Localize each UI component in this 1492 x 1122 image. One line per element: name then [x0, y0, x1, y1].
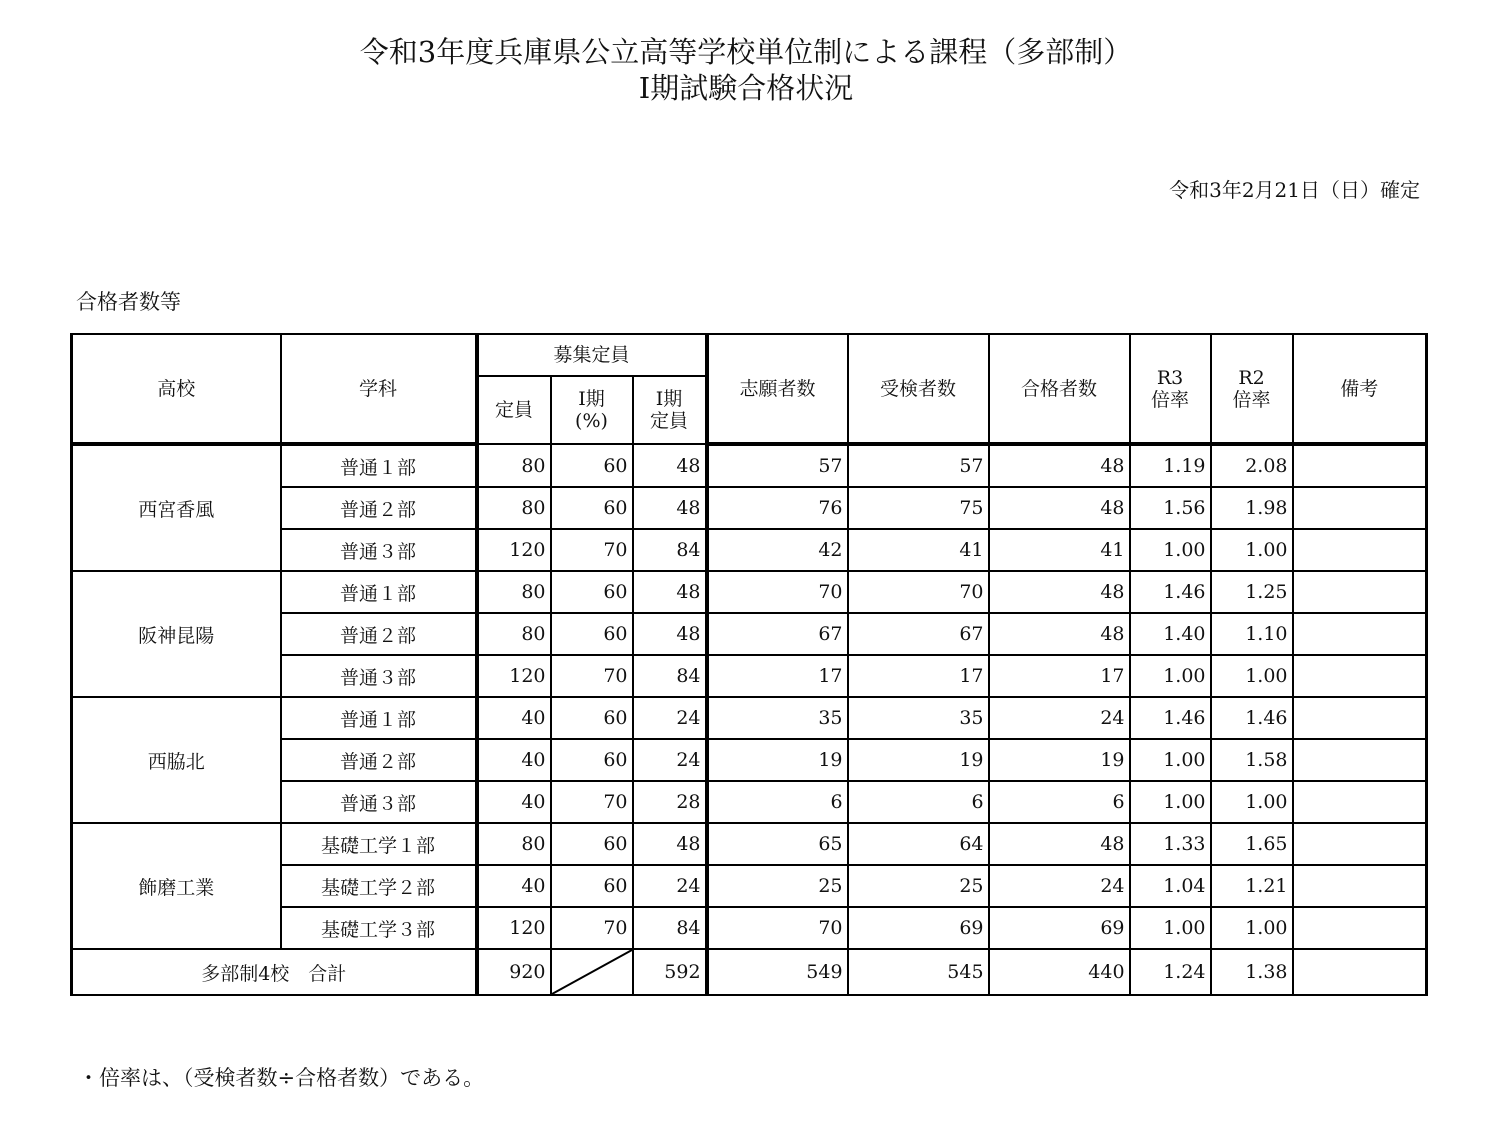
r3-ratio-cell: 1.33	[1130, 823, 1211, 865]
phase1-cap-cell: 84	[633, 655, 707, 697]
total-r2: 1.38	[1211, 949, 1293, 995]
header-recruit: 募集定員	[477, 334, 707, 376]
phase1-pct-cell: 60	[551, 487, 633, 529]
phase1-pct-cell: 60	[551, 444, 633, 487]
applicants-cell: 17	[707, 655, 848, 697]
applicants-cell: 25	[707, 865, 848, 907]
r2-ratio-cell: 1.00	[1211, 907, 1293, 949]
total-passed: 440	[989, 949, 1130, 995]
r2-ratio-cell: 1.21	[1211, 865, 1293, 907]
header-r3-line1: R3	[1156, 366, 1184, 389]
capacity-cell: 40	[477, 697, 551, 739]
capacity-cell: 80	[477, 571, 551, 613]
examinees-cell: 67	[848, 613, 989, 655]
header-r2-ratio	[1211, 334, 1293, 444]
remarks-cell	[1293, 444, 1427, 487]
section-label: 合格者数等	[76, 290, 181, 314]
r3-ratio-cell: 1.00	[1130, 781, 1211, 823]
header-phase1-cap	[633, 376, 707, 444]
course-cell: 基礎工学１部	[281, 823, 477, 865]
r2-ratio-cell: 1.46	[1211, 697, 1293, 739]
phase1-pct-cell: 60	[551, 571, 633, 613]
header-phase1-cap-line1: Ⅰ期	[655, 388, 683, 410]
r3-ratio-cell: 1.46	[1130, 697, 1211, 739]
examinees-cell: 6	[848, 781, 989, 823]
diagonal-slash-icon	[552, 950, 632, 994]
total-row	[72, 949, 1427, 995]
phase1-pct-cell: 60	[551, 697, 633, 739]
course-cell: 普通１部	[281, 444, 477, 487]
r3-ratio-cell: 1.00	[1130, 529, 1211, 571]
remarks-cell	[1293, 529, 1427, 571]
remarks-cell	[1293, 613, 1427, 655]
passed-cell: 24	[989, 865, 1130, 907]
phase1-cap-cell: 48	[633, 613, 707, 655]
course-cell: 普通３部	[281, 529, 477, 571]
total-phase1: 592	[633, 949, 707, 995]
total-r3: 1.24	[1130, 949, 1211, 995]
remarks-cell	[1293, 571, 1427, 613]
phase1-cap-cell: 84	[633, 907, 707, 949]
phase1-pct-cell: 60	[551, 865, 633, 907]
r3-ratio-cell: 1.40	[1130, 613, 1211, 655]
phase1-cap-cell: 28	[633, 781, 707, 823]
r3-ratio-cell: 1.00	[1130, 655, 1211, 697]
r2-ratio-cell: 1.00	[1211, 655, 1293, 697]
course-cell: 普通３部	[281, 781, 477, 823]
applicants-cell: 19	[707, 739, 848, 781]
header-school: 高校	[72, 334, 281, 444]
passed-cell: 17	[989, 655, 1130, 697]
phase1-cap-cell: 84	[633, 529, 707, 571]
phase1-pct-cell: 70	[551, 781, 633, 823]
passed-cell: 6	[989, 781, 1130, 823]
capacity-cell: 40	[477, 781, 551, 823]
examinees-cell: 19	[848, 739, 989, 781]
applicants-cell: 42	[707, 529, 848, 571]
passed-cell: 48	[989, 571, 1130, 613]
phase1-pct-cell: 60	[551, 823, 633, 865]
phase1-pct-cell: 70	[551, 907, 633, 949]
passed-cell: 48	[989, 823, 1130, 865]
document-title	[0, 34, 1492, 106]
phase1-cap-cell: 24	[633, 865, 707, 907]
passed-cell: 19	[989, 739, 1130, 781]
applicants-cell: 35	[707, 697, 848, 739]
table-row	[72, 571, 1427, 613]
total-pct-slash	[551, 949, 633, 995]
phase1-pct-cell: 70	[551, 529, 633, 571]
header-phase1-pct-line2: (%)	[575, 410, 608, 432]
phase1-cap-cell: 48	[633, 487, 707, 529]
remarks-cell	[1293, 781, 1427, 823]
phase1-cap-cell: 48	[633, 823, 707, 865]
results-table	[70, 333, 1428, 996]
ratio-note: ・倍率は、（受検者数÷合格者数）である。	[78, 1066, 485, 1090]
school-name-cell: 西宮香風	[72, 444, 281, 571]
remarks-cell	[1293, 487, 1427, 529]
r2-ratio-cell: 1.65	[1211, 823, 1293, 865]
applicants-cell: 70	[707, 571, 848, 613]
capacity-cell: 40	[477, 865, 551, 907]
phase1-cap-cell: 48	[633, 444, 707, 487]
r3-ratio-cell: 1.04	[1130, 865, 1211, 907]
total-applicants: 549	[707, 949, 848, 995]
capacity-cell: 80	[477, 823, 551, 865]
total-capacity: 920	[477, 949, 551, 995]
r2-ratio-cell: 1.00	[1211, 529, 1293, 571]
header-examinees: 受検者数	[848, 334, 989, 444]
table-row	[72, 823, 1427, 865]
title-line-1: 令和3年度兵庫県公立高等学校単位制による課程（多部制）	[359, 35, 1133, 69]
r2-ratio-cell: 1.00	[1211, 781, 1293, 823]
passed-cell: 24	[989, 697, 1130, 739]
total-remarks	[1293, 949, 1427, 995]
table-row	[72, 697, 1427, 739]
header-phase1-pct	[551, 376, 633, 444]
examinees-cell: 35	[848, 697, 989, 739]
header-phase1-pct-line1: Ⅰ期	[578, 388, 605, 410]
header-r3-line2: 倍率	[1151, 388, 1190, 411]
r3-ratio-cell: 1.56	[1130, 487, 1211, 529]
applicants-cell: 65	[707, 823, 848, 865]
remarks-cell	[1293, 697, 1427, 739]
header-r2-line1: R2	[1238, 366, 1265, 389]
r3-ratio-cell: 1.00	[1130, 739, 1211, 781]
school-name-cell: 飾磨工業	[72, 823, 281, 949]
examinees-cell: 25	[848, 865, 989, 907]
capacity-cell: 40	[477, 739, 551, 781]
applicants-cell: 57	[707, 444, 848, 487]
course-cell: 基礎工学２部	[281, 865, 477, 907]
r3-ratio-cell: 1.46	[1130, 571, 1211, 613]
course-cell: 普通２部	[281, 613, 477, 655]
remarks-cell	[1293, 823, 1427, 865]
total-label: 多部制4校 合計	[72, 949, 477, 995]
r3-ratio-cell: 1.19	[1130, 444, 1211, 487]
capacity-cell: 120	[477, 529, 551, 571]
r2-ratio-cell: 1.58	[1211, 739, 1293, 781]
passed-cell: 48	[989, 613, 1130, 655]
r2-ratio-cell: 1.25	[1211, 571, 1293, 613]
title-line-2: Ⅰ期試験合格状況	[638, 71, 854, 105]
capacity-cell: 80	[477, 487, 551, 529]
capacity-cell: 120	[477, 907, 551, 949]
remarks-cell	[1293, 907, 1427, 949]
passed-cell: 69	[989, 907, 1130, 949]
phase1-cap-cell: 48	[633, 571, 707, 613]
school-name-cell: 西脇北	[72, 697, 281, 823]
remarks-cell	[1293, 865, 1427, 907]
header-passed: 合格者数	[989, 334, 1130, 444]
phase1-cap-cell: 24	[633, 697, 707, 739]
r2-ratio-cell: 2.08	[1211, 444, 1293, 487]
phase1-cap-cell: 24	[633, 739, 707, 781]
r3-ratio-cell: 1.00	[1130, 907, 1211, 949]
examinees-cell: 64	[848, 823, 989, 865]
phase1-pct-cell: 60	[551, 613, 633, 655]
remarks-cell	[1293, 655, 1427, 697]
examinees-cell: 41	[848, 529, 989, 571]
header-course: 学科	[281, 334, 477, 444]
header-r3-ratio	[1130, 334, 1211, 444]
header-remarks: 備考	[1293, 334, 1427, 444]
course-cell: 普通１部	[281, 697, 477, 739]
table-body	[72, 444, 1427, 949]
course-cell: 基礎工学３部	[281, 907, 477, 949]
course-cell: 普通１部	[281, 571, 477, 613]
examinees-cell: 17	[848, 655, 989, 697]
confirmed-date: 令和3年2月21日（日）確定	[1169, 178, 1420, 202]
header-capacity: 定員	[477, 376, 551, 444]
course-cell: 普通３部	[281, 655, 477, 697]
phase1-pct-cell: 70	[551, 655, 633, 697]
course-cell: 普通２部	[281, 739, 477, 781]
remarks-cell	[1293, 739, 1427, 781]
applicants-cell: 6	[707, 781, 848, 823]
passed-cell: 41	[989, 529, 1130, 571]
r2-ratio-cell: 1.10	[1211, 613, 1293, 655]
examinees-cell: 57	[848, 444, 989, 487]
capacity-cell: 120	[477, 655, 551, 697]
header-phase1-cap-line2: 定員	[650, 410, 689, 432]
examinees-cell: 70	[848, 571, 989, 613]
passed-cell: 48	[989, 444, 1130, 487]
examinees-cell: 69	[848, 907, 989, 949]
r2-ratio-cell: 1.98	[1211, 487, 1293, 529]
applicants-cell: 76	[707, 487, 848, 529]
header-r2-line2: 倍率	[1232, 388, 1271, 411]
capacity-cell: 80	[477, 613, 551, 655]
passed-cell: 48	[989, 487, 1130, 529]
capacity-cell: 80	[477, 444, 551, 487]
applicants-cell: 67	[707, 613, 848, 655]
total-examinees: 545	[848, 949, 989, 995]
school-name-cell: 阪神昆陽	[72, 571, 281, 697]
examinees-cell: 75	[848, 487, 989, 529]
table-row	[72, 444, 1427, 487]
phase1-pct-cell: 60	[551, 739, 633, 781]
applicants-cell: 70	[707, 907, 848, 949]
header-applicants: 志願者数	[707, 334, 848, 444]
course-cell: 普通２部	[281, 487, 477, 529]
